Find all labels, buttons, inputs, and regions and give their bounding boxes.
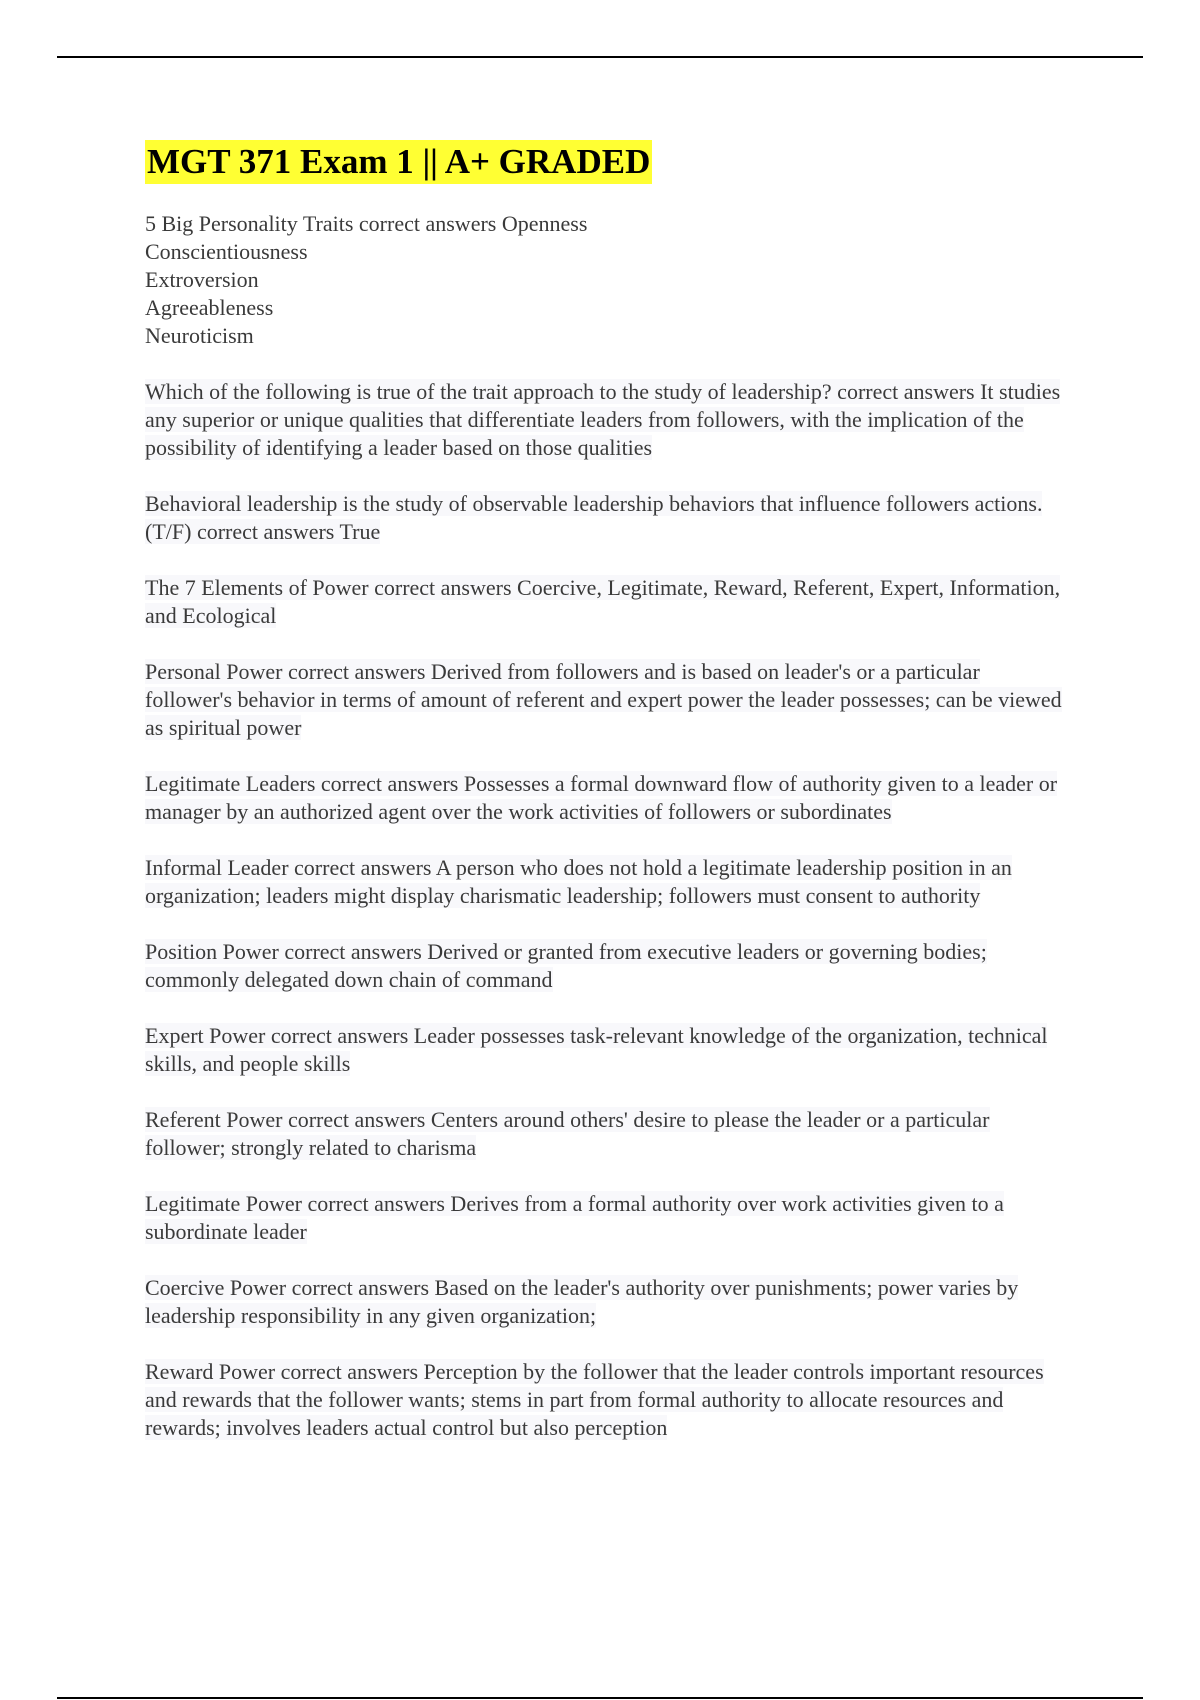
qa-line: Agreeableness xyxy=(145,295,274,320)
qa-text: Legitimate Leaders correct answers Possesses a formal downward flow of authority given to a leader or manager by an authorized agent over the work activities of followers or subordinates xyxy=(145,771,1058,824)
qa-list xyxy=(145,210,1065,1442)
qa-entry xyxy=(145,1022,1065,1078)
qa-text: Referent Power correct answers Centers around others' desire to please the leader or a particular follower; strongly related to charisma xyxy=(145,1107,990,1160)
qa-entry xyxy=(145,378,1065,462)
qa-line: Extroversion xyxy=(145,267,259,292)
qa-text: Which of the following is true of the trait approach to the study of leadership? correct answers It studies any superior or unique qualities that differentiate leaders from followers, with the implication of the possibility of identifying a leader based on those qualities xyxy=(145,379,1061,460)
qa-line: Neuroticism xyxy=(145,323,254,348)
qa-text: The 7 Elements of Power correct answers Coercive, Legitimate, Reward, Referent, Expert, Information, and Ecological xyxy=(145,575,1061,628)
qa-text: Legitimate Power correct answers Derives from a formal authority over work activities given to a subordinate leader xyxy=(145,1191,1004,1244)
qa-entry xyxy=(145,210,1065,350)
top-rule xyxy=(57,56,1143,58)
qa-text: Coercive Power correct answers Based on the leader's authority over punishments; power varies by leadership responsibility in any given organization; xyxy=(145,1275,1019,1328)
qa-entry xyxy=(145,1274,1065,1330)
qa-text: Informal Leader correct answers A person who does not hold a legitimate leadership position in an organization; leaders might display charismatic leadership; followers must consent to authority xyxy=(145,855,1012,908)
qa-entry xyxy=(145,854,1065,910)
document-content xyxy=(145,140,1065,1470)
qa-text: Reward Power correct answers Perception by the follower that the leader controls important resources and rewards that the follower wants; stems in part from formal authority to allocate resources and rewards; involves leaders actual control but also perception xyxy=(145,1359,1044,1440)
qa-entry xyxy=(145,770,1065,826)
qa-entry xyxy=(145,938,1065,994)
qa-text: Expert Power correct answers Leader possesses task-relevant knowledge of the organization, technical skills, and people skills xyxy=(145,1023,1048,1076)
qa-entry xyxy=(145,1358,1065,1442)
qa-entry xyxy=(145,658,1065,742)
bottom-rule xyxy=(57,1697,1143,1699)
qa-line: Conscientiousness xyxy=(145,239,308,264)
qa-text: Personal Power correct answers Derived from followers and is based on leader's or a particular follower's behavior in terms of amount of referent and expert power the leader possesses; can be viewed as spiritual power xyxy=(145,659,1062,740)
qa-entry xyxy=(145,1190,1065,1246)
qa-entry xyxy=(145,574,1065,630)
qa-text: Position Power correct answers Derived or granted from executive leaders or governing bodies; commonly delegated down chain of command xyxy=(145,939,987,992)
qa-line: 5 Big Personality Traits correct answers Openness xyxy=(145,211,588,236)
qa-entry xyxy=(145,490,1065,546)
document-title: MGT 371 Exam 1 || A+ GRADED xyxy=(145,140,652,184)
qa-text: Behavioral leadership is the study of observable leadership behaviors that influence followers actions. (T/F) correct answers True xyxy=(145,491,1043,544)
qa-entry xyxy=(145,1106,1065,1162)
